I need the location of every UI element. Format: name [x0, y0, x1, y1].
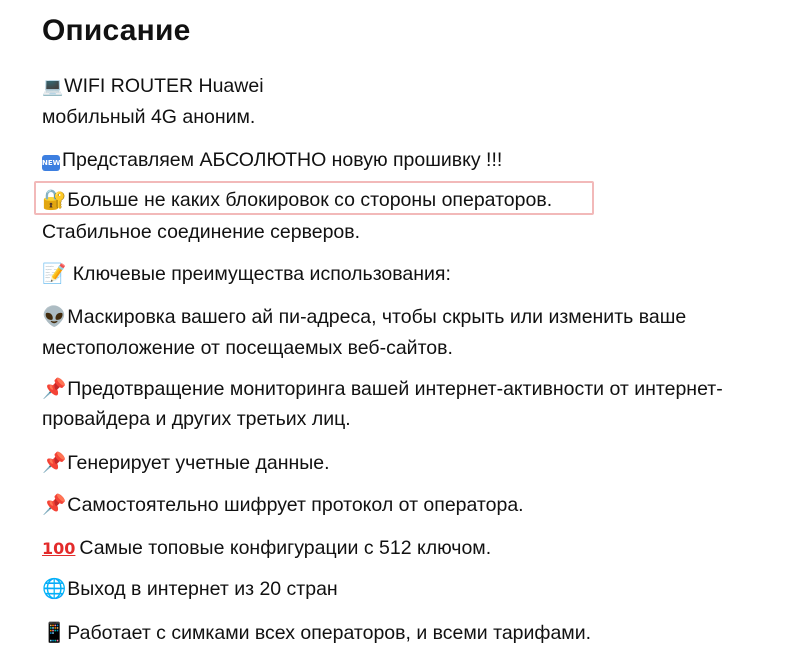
line-text: WIFI ROUTER Huawei: [64, 75, 264, 97]
text-line: [42, 305, 686, 329]
line-text: Выход в интернет из 20 стран: [67, 578, 338, 600]
line-text: Самые топовые конфигурации с 512 ключом.: [79, 537, 492, 559]
pushpin-icon: 📌: [42, 377, 67, 400]
lock-key-icon: 🔐: [42, 188, 67, 211]
hundred-icon: 100: [42, 539, 76, 558]
line-text: Генерирует учетные данные.: [67, 452, 330, 474]
text-line: [42, 262, 451, 286]
pushpin-icon: 📌: [42, 493, 67, 516]
new-badge-icon: NEW: [42, 155, 60, 171]
line-text: провайдера и других третьих лиц.: [42, 408, 351, 430]
line-text: Представляем АБСОЛЮТНО новую прошивку !!!: [62, 149, 503, 171]
section-title: Описание: [42, 14, 191, 47]
line-text: Работает с симками всех операторов, и всеми тарифами.: [67, 622, 592, 644]
text-line: [42, 105, 255, 129]
globe-icon: 🌐: [42, 577, 67, 600]
alien-icon: 👽: [42, 305, 67, 328]
line-text: Маскировка вашего ай пи-адреса, чтобы скрыть или изменить ваше: [67, 306, 687, 328]
text-line: [42, 407, 351, 431]
line-text: Самостоятельно шифрует протокол от оператора.: [67, 494, 524, 516]
text-line: [42, 377, 723, 401]
line-text: мобильный 4G аноним.: [42, 106, 256, 128]
line-text: Стабильное соединение серверов.: [42, 221, 361, 243]
text-line: [42, 577, 338, 601]
line-text: местоположение от посещаемых веб-сайтов.: [42, 337, 453, 359]
text-line: [42, 536, 491, 561]
line-text: Больше не каких блокировок со стороны операторов.: [67, 189, 553, 211]
line-text: Предотвращение мониторинга вашей интернет-активности от интернет-: [67, 378, 723, 400]
text-line: [42, 188, 552, 212]
text-line: [42, 336, 453, 360]
mobile-phone-icon: 📱: [42, 621, 67, 644]
text-line: [42, 74, 264, 99]
text-line: [42, 220, 360, 244]
memo-icon: 📝: [42, 262, 67, 285]
line-text: Ключевые преимущества использования:: [72, 263, 451, 285]
text-line: [42, 493, 524, 517]
pushpin-icon: 📌: [42, 451, 67, 474]
text-line: [42, 148, 502, 172]
text-line: [42, 451, 330, 475]
laptop-icon: 💻: [42, 77, 64, 97]
text-line: [42, 621, 591, 645]
